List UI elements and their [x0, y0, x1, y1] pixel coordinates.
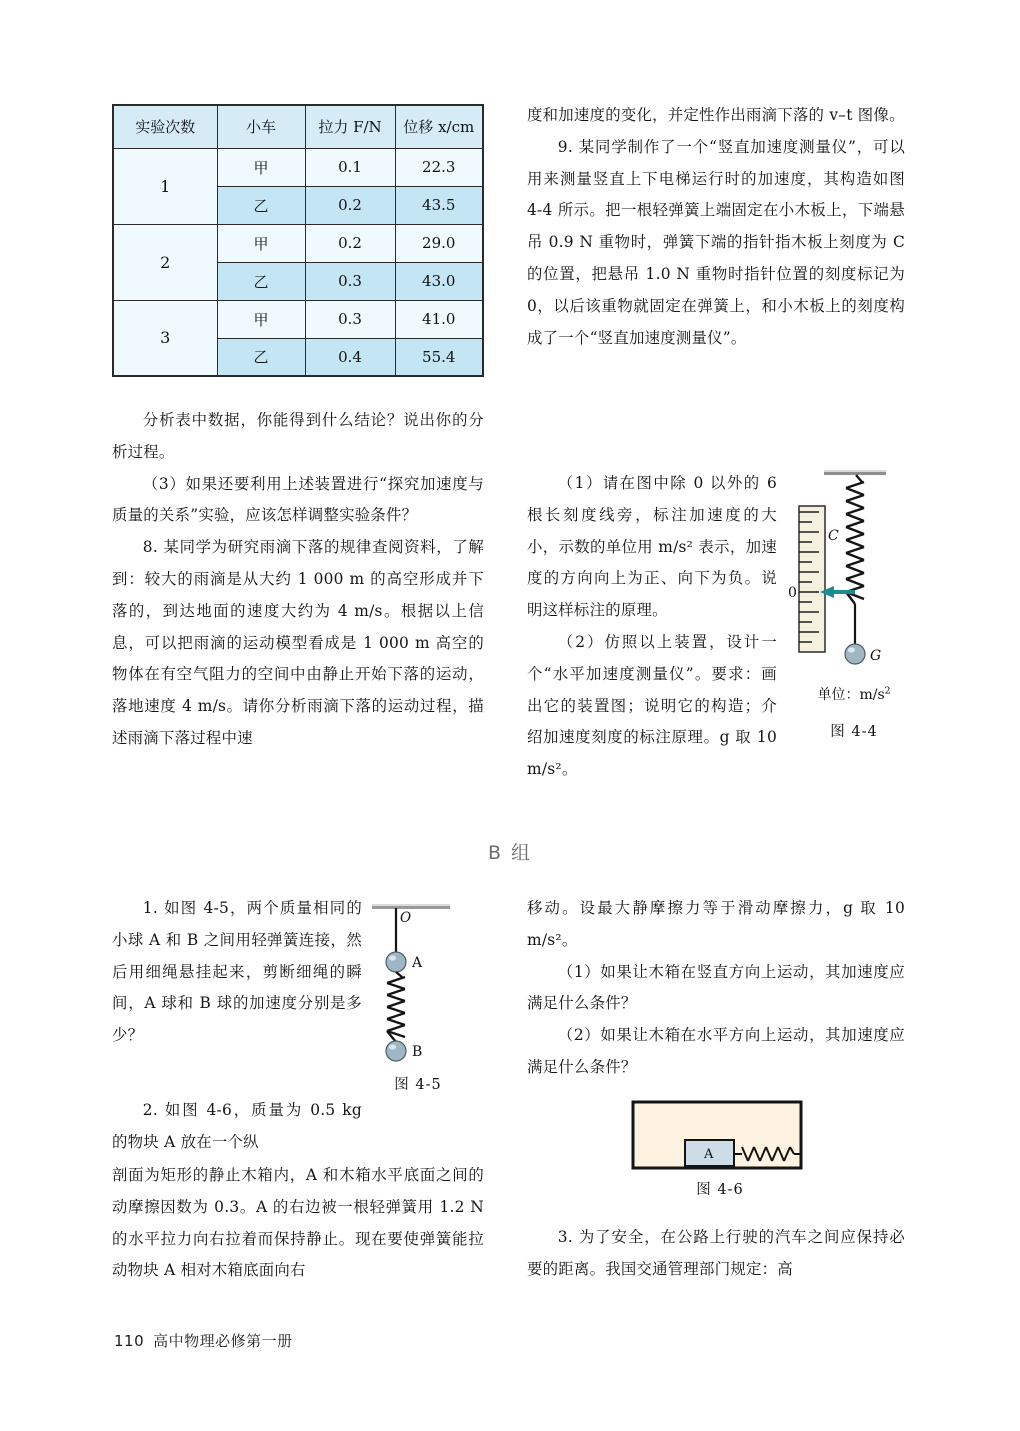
figure-4-4-drawing: [788, 462, 920, 682]
paragraph-continued-8: 度和加速度的变化，并定性作出雨滴下落的 v–t 图像。: [527, 106, 905, 124]
experiment-data-table: [112, 104, 484, 377]
paragraph-question-3: （3）如果还要利用上述装置进行“探究加速度与质量的关系”实验，应该怎样调整实验条件？: [112, 474, 484, 525]
cell-disp: 22.3: [395, 148, 483, 186]
column-header-trial: 实验次数: [113, 105, 217, 148]
unit-exponent: 2: [884, 685, 891, 697]
experiment-data-table-wrapper: [112, 104, 484, 377]
cell-car: 乙: [217, 186, 305, 224]
right-column-question-9-sub: [527, 468, 777, 786]
paragraph-b-question-3: 3. 为了安全，在公路上行驶的汽车之间应保持必要的距离。我国交通管理部门规定：高: [527, 1228, 905, 1278]
page-number: 110: [114, 1332, 145, 1350]
cell-force: 0.4: [305, 338, 395, 376]
label-pivot-o: O: [400, 910, 412, 926]
paragraph-analysis: 分析表中数据，你能得到什么结论？说出你的分析过程。: [112, 411, 484, 461]
figure-4-4-caption: 图 4-4: [830, 724, 878, 740]
table-header-row: [113, 105, 483, 148]
paragraph-question-9-1: （1）请在图中除 0 以外的 6 根长刻度线旁，标注加速度的大小，示数的单位用 m/s² 表示，加速度的方向向上为正、向下为负。说明这样标注的原理。: [527, 474, 777, 620]
cell-car: 乙: [217, 262, 305, 300]
label-scale-zero: 0: [788, 585, 797, 601]
cell-car: 甲: [217, 224, 305, 262]
label-ball-b: B: [412, 1044, 423, 1060]
label-ball-a: A: [412, 955, 423, 971]
cell-trial: 1: [113, 148, 217, 224]
spring-icon: [387, 972, 405, 1042]
section-header-b: B 组: [487, 842, 533, 864]
table-header: [113, 105, 483, 148]
unit-prefix: 单位：m/s: [817, 687, 885, 703]
cell-car: 甲: [217, 300, 305, 338]
cell-disp: 41.0: [395, 300, 483, 338]
table-row: [113, 148, 483, 186]
cell-force: 0.2: [305, 186, 395, 224]
cell-force: 0.2: [305, 224, 395, 262]
right-column-section-b: [527, 893, 905, 1084]
table-row: [113, 224, 483, 262]
column-header-car: 小车: [217, 105, 305, 148]
right-column-section-a: [527, 100, 905, 354]
paragraph-b-q2-sub-2: （2）如果让木箱在水平方向上运动，其加速度应满足什么条件？: [527, 1026, 905, 1076]
figure-4-6: [630, 1098, 810, 1208]
figure-4-5-drawing: [352, 895, 484, 1075]
cell-disp: 29.0: [395, 224, 483, 262]
cell-disp: 43.5: [395, 186, 483, 224]
book-title: 高中物理必修第一册: [153, 1332, 293, 1350]
ruler-strip-icon: [799, 506, 825, 652]
column-header-force: 拉力 F/N: [305, 105, 395, 148]
cell-force: 0.1: [305, 148, 395, 186]
figure-4-4: [788, 462, 920, 752]
page-footer: [114, 1330, 293, 1351]
paragraph-b-question-2-rest: 剖面为矩形的静止木箱内，A 和木箱水平底面之间的动摩擦因数为 0.3。A 的右边被一根轻弹簧用 1.2 N 的水平拉力向右拉着而保持静止。现在要使弹簧能拉动物块 A 相对木箱底面向右: [112, 1166, 484, 1280]
paragraph-b-question-2-head: 2. 如图 4-6，质量为 0.5 kg 的物块 A 放在一个纵: [112, 1101, 362, 1151]
cell-force: 0.3: [305, 262, 395, 300]
weight-ball-icon: [845, 644, 865, 664]
paragraph-b-question-1: 1. 如图 4-5，两个质量相同的小球 A 和 B 之间用轻弹簧连接，然后用细绳悬挂起来，剪断细绳的瞬间，A 球和 B 球的加速度分别是多少？: [112, 899, 362, 1045]
ball-a-icon: [386, 952, 406, 972]
cell-disp: 43.0: [395, 262, 483, 300]
ball-b-icon: [386, 1041, 406, 1061]
figure-4-5-caption: 图 4-5: [394, 1077, 442, 1093]
paragraph-question-8: 8. 某同学为研究雨滴下落的规律查阅资料，了解到：较大的雨滴是从大约 1 000 m 的高空形成并下落的，到达地面的速度大约为 4 m/s。根据以上信息，可以把雨滴的运动模型看成是 1 000 m 高空的物体在有空气阻力的空间中由静止开始下落的运动，落地速度 4 m/s。请你分析雨滴下落的运动过程，描述雨滴下落过程中速: [112, 538, 484, 747]
label-scale-c: C: [828, 528, 839, 544]
cell-disp: 55.4: [395, 338, 483, 376]
label-weight-g: G: [870, 648, 882, 664]
spring-icon: [846, 475, 864, 604]
cell-trial: 2: [113, 224, 217, 300]
cell-car: 乙: [217, 338, 305, 376]
column-header-disp: 位移 x/cm: [395, 105, 483, 148]
left-column-section-b-top: [112, 893, 362, 1052]
cell-force: 0.3: [305, 300, 395, 338]
cell-trial: 3: [113, 300, 217, 376]
table-row: [113, 300, 483, 338]
figure-4-5: [352, 895, 484, 1105]
paragraph-question-9: 9. 某同学制作了一个“竖直加速度测量仪”，可以用来测量竖直上下电梯运行时的加速度，其构造如图 4-4 所示。把一根轻弹簧上端固定在小木板上，下端悬吊 0.9 N 重物时，弹簧下端的指针指木板上刻度为 C 的位置，把悬吊 1.0 N 重物时指针位置的刻度标记为 0，以后该重物就固定在弹簧上，和小木板上的刻度构成了一个“竖直加速度测量仪”。: [527, 137, 905, 347]
left-column-section-b-q2-rest: [112, 1160, 484, 1287]
paragraph-b-q2-sub-1: （1）如果让木箱在竖直方向上运动，其加速度应满足什么条件？: [527, 962, 905, 1013]
cell-car: 甲: [217, 148, 305, 186]
paragraph-b-continued-2: 移动。设最大静摩擦力等于滑动摩擦力，g 取 10 m/s²。: [527, 899, 905, 949]
left-column-section-a: [112, 405, 484, 755]
figure-4-4-unit-label: [788, 684, 920, 704]
table-body: [113, 148, 483, 376]
label-block-a: A: [704, 1147, 714, 1162]
left-column-section-b-q2-head: [112, 1095, 362, 1159]
figure-4-6-caption: 图 4-6: [696, 1182, 744, 1198]
right-column-b-question-3: [527, 1222, 905, 1286]
paragraph-question-9-2: （2）仿照以上装置，设计一个“水平加速度测量仪”。要求：画出它的装置图；说明它的构造；介绍加速度刻度的标注原理。g 取 10 m/s²。: [527, 632, 777, 779]
figure-4-6-drawing: [630, 1098, 810, 1176]
